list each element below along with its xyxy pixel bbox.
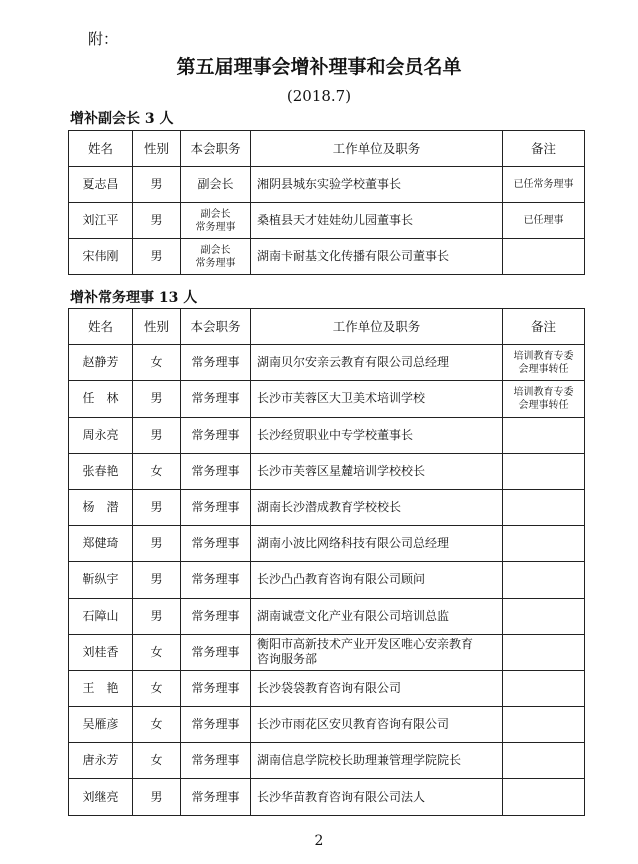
role-cell: 常务理事 bbox=[181, 489, 251, 525]
unit-cell: 湘阴县城东实验学校董事长 bbox=[251, 167, 503, 203]
table-header-row bbox=[69, 131, 585, 167]
role-cell: 常务理事 bbox=[181, 634, 251, 670]
gender-cell: 男 bbox=[133, 381, 181, 417]
table-row bbox=[69, 779, 585, 815]
table-row bbox=[69, 167, 585, 203]
member-name-cell: 周永亮 bbox=[69, 417, 133, 453]
unit-cell: 长沙凸凸教育咨询有限公司顾问 bbox=[251, 562, 503, 598]
header-note: 备注 bbox=[503, 131, 585, 167]
header-name: 姓名 bbox=[69, 131, 133, 167]
role-cell: 常务理事 bbox=[181, 417, 251, 453]
table-row bbox=[69, 203, 585, 239]
role-cell: 副会长 常务理事 bbox=[181, 239, 251, 275]
gender-cell: 男 bbox=[133, 489, 181, 525]
executive-director-table bbox=[68, 308, 585, 816]
gender-cell: 女 bbox=[133, 453, 181, 489]
gender-cell: 男 bbox=[133, 598, 181, 634]
member-name-cell: 刘桂香 bbox=[69, 634, 133, 670]
gender-cell: 男 bbox=[133, 239, 181, 275]
gender-cell: 男 bbox=[133, 417, 181, 453]
role-cell: 常务理事 bbox=[181, 526, 251, 562]
unit-cell: 湖南卡耐基文化传播有限公司董事长 bbox=[251, 239, 503, 275]
header-role: 本会职务 bbox=[181, 131, 251, 167]
table-row bbox=[69, 743, 585, 779]
member-name-cell: 石障山 bbox=[69, 598, 133, 634]
member-name-cell: 赵静芳 bbox=[69, 345, 133, 381]
member-name-cell: 王 艳 bbox=[69, 670, 133, 706]
member-name-cell: 张春艳 bbox=[69, 453, 133, 489]
note-cell bbox=[503, 239, 585, 275]
executive-director-rows bbox=[69, 345, 585, 815]
unit-cell: 长沙市芙蓉区星麓培训学校校长 bbox=[251, 453, 503, 489]
unit-cell: 湖南长沙潜成教育学校校长 bbox=[251, 489, 503, 525]
vice-president-table bbox=[68, 130, 585, 275]
note-cell bbox=[503, 562, 585, 598]
gender-cell: 女 bbox=[133, 634, 181, 670]
unit-cell: 桑植县天才娃娃幼儿园董事长 bbox=[251, 203, 503, 239]
note-cell bbox=[503, 670, 585, 706]
note-cell: 已任理事 bbox=[503, 203, 585, 239]
table-row bbox=[69, 345, 585, 381]
header-role: 本会职务 bbox=[181, 309, 251, 345]
table-row bbox=[69, 417, 585, 453]
member-name-cell: 宋伟刚 bbox=[69, 239, 133, 275]
member-name-cell: 刘继亮 bbox=[69, 779, 133, 815]
unit-cell: 长沙袋袋教育咨询有限公司 bbox=[251, 670, 503, 706]
member-name-cell: 郑健琦 bbox=[69, 526, 133, 562]
role-cell: 常务理事 bbox=[181, 345, 251, 381]
role-cell: 常务理事 bbox=[181, 670, 251, 706]
gender-cell: 男 bbox=[133, 203, 181, 239]
header-gender: 性别 bbox=[133, 131, 181, 167]
page-title: 第五届理事会增补理事和会员名单 bbox=[176, 56, 462, 78]
table-row bbox=[69, 634, 585, 670]
role-cell: 常务理事 bbox=[181, 381, 251, 417]
gender-cell: 女 bbox=[133, 707, 181, 743]
table-row bbox=[69, 526, 585, 562]
note-cell bbox=[503, 598, 585, 634]
note-cell: 已任常务理事 bbox=[503, 167, 585, 203]
table-row bbox=[69, 598, 585, 634]
note-cell bbox=[503, 489, 585, 525]
note-cell bbox=[503, 417, 585, 453]
table-header-row bbox=[69, 309, 585, 345]
table-row bbox=[69, 489, 585, 525]
member-name-cell: 杨 潜 bbox=[69, 489, 133, 525]
role-cell: 常务理事 bbox=[181, 779, 251, 815]
gender-cell: 女 bbox=[133, 743, 181, 779]
table-row bbox=[69, 562, 585, 598]
gender-cell: 男 bbox=[133, 779, 181, 815]
section-heading-executive-directors: 增补常务理事 13 人 bbox=[70, 290, 198, 306]
role-cell: 常务理事 bbox=[181, 707, 251, 743]
table-row bbox=[69, 670, 585, 706]
unit-cell: 长沙市芙蓉区大卫美术培训学校 bbox=[251, 381, 503, 417]
unit-cell: 湖南诚壹文化产业有限公司培训总监 bbox=[251, 598, 503, 634]
role-cell: 副会长 常务理事 bbox=[181, 203, 251, 239]
unit-cell: 衡阳市高新技术产业开发区唯心安亲教育 咨询服务部 bbox=[251, 634, 503, 670]
note-cell bbox=[503, 634, 585, 670]
section-heading-vice-presidents: 增补副会长 3 人 bbox=[70, 111, 174, 127]
member-name-cell: 吴雁彦 bbox=[69, 707, 133, 743]
gender-cell: 男 bbox=[133, 526, 181, 562]
role-cell: 副会长 bbox=[181, 167, 251, 203]
header-name: 姓名 bbox=[69, 309, 133, 345]
gender-cell: 男 bbox=[133, 167, 181, 203]
note-cell bbox=[503, 743, 585, 779]
table-row bbox=[69, 381, 585, 417]
unit-cell: 长沙经贸职业中专学校董事长 bbox=[251, 417, 503, 453]
member-name-cell: 靳纵宇 bbox=[69, 562, 133, 598]
unit-cell: 长沙市雨花区安贝教育咨询有限公司 bbox=[251, 707, 503, 743]
appendix-label: 附： bbox=[88, 30, 119, 48]
unit-cell: 湖南信息学院校长助理兼管理学院院长 bbox=[251, 743, 503, 779]
header-unit: 工作单位及职务 bbox=[251, 309, 503, 345]
vice-president-rows bbox=[69, 167, 585, 275]
header-unit: 工作单位及职务 bbox=[251, 131, 503, 167]
table-row bbox=[69, 453, 585, 489]
unit-cell: 湖南小波比网络科技有限公司总经理 bbox=[251, 526, 503, 562]
table-row bbox=[69, 239, 585, 275]
member-name-cell: 刘江平 bbox=[69, 203, 133, 239]
unit-cell: 湖南贝尔安亲云教育有限公司总经理 bbox=[251, 345, 503, 381]
role-cell: 常务理事 bbox=[181, 598, 251, 634]
note-cell bbox=[503, 707, 585, 743]
member-name-cell: 任 林 bbox=[69, 381, 133, 417]
gender-cell: 男 bbox=[133, 562, 181, 598]
note-cell: 培训教育专委 会理事转任 bbox=[503, 381, 585, 417]
header-gender: 性别 bbox=[133, 309, 181, 345]
note-cell: 培训教育专委 会理事转任 bbox=[503, 345, 585, 381]
gender-cell: 女 bbox=[133, 670, 181, 706]
note-cell bbox=[503, 779, 585, 815]
gender-cell: 女 bbox=[133, 345, 181, 381]
note-cell bbox=[503, 526, 585, 562]
header-note: 备注 bbox=[503, 309, 585, 345]
member-name-cell: 夏志昌 bbox=[69, 167, 133, 203]
date-subtitle: (2018.7) bbox=[286, 87, 352, 105]
page-number: 2 bbox=[314, 833, 324, 849]
role-cell: 常务理事 bbox=[181, 453, 251, 489]
role-cell: 常务理事 bbox=[181, 562, 251, 598]
table-row bbox=[69, 707, 585, 743]
member-name-cell: 唐永芳 bbox=[69, 743, 133, 779]
note-cell bbox=[503, 453, 585, 489]
unit-cell: 长沙华苗教育咨询有限公司法人 bbox=[251, 779, 503, 815]
role-cell: 常务理事 bbox=[181, 743, 251, 779]
